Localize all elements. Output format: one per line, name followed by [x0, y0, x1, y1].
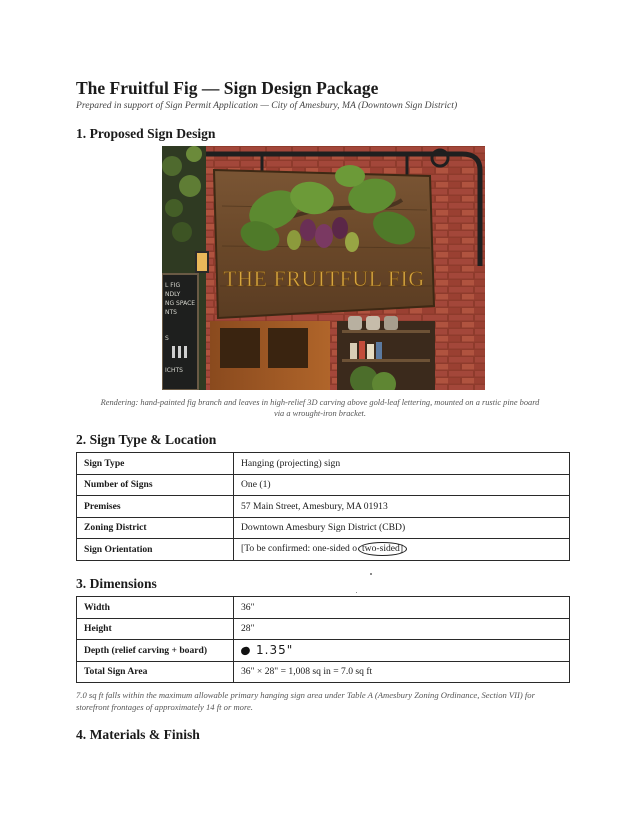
row-label: Sign Type — [77, 453, 234, 475]
table-row — [77, 496, 570, 518]
row-label: Number of Signs — [77, 474, 234, 496]
table-row — [77, 640, 570, 662]
row-value: 36" × 28" = 1,008 sq in = 7.0 sq ft — [234, 661, 570, 683]
chalkboard-text: ICHTS — [165, 367, 183, 374]
sign-lettering: THE FRUITFUL FIG — [223, 266, 425, 291]
chalkboard-text: NDLY — [165, 291, 181, 298]
row-value: 36" — [234, 597, 570, 619]
row-value: 28" — [234, 618, 570, 640]
row-value — [234, 640, 570, 662]
table-row — [77, 661, 570, 683]
scan-speck — [356, 592, 357, 593]
scan-speck — [370, 573, 372, 575]
sign-rendering-photo — [162, 146, 485, 390]
chalkboard-text: S — [165, 335, 169, 342]
table-row — [77, 618, 570, 640]
section-heading-dimensions: 3. Dimensions — [76, 576, 157, 591]
row-label: Width — [77, 597, 234, 619]
row-value: Downtown Amesbury Sign District (CBD) — [234, 517, 570, 539]
table-row — [77, 597, 570, 619]
ink-blot — [240, 646, 251, 656]
row-label: Zoning District — [77, 517, 234, 539]
section-heading-proposed-design: 1. Proposed Sign Design — [76, 126, 216, 141]
chalkboard-text: NG SPACE — [165, 300, 196, 307]
section-heading-sign-type: 2. Sign Type & Location — [76, 432, 217, 447]
circled-annotation: two-sided] — [358, 542, 407, 556]
handwritten-depth-value: 1.35" — [256, 643, 294, 658]
wall-lantern — [196, 252, 208, 272]
row-label: Total Sign Area — [77, 661, 234, 683]
row-label: Sign Orientation — [77, 539, 234, 561]
table-row — [77, 474, 570, 496]
sign-type-table — [76, 452, 570, 561]
zoning-note: 7.0 sq ft falls within the maximum allowable primary hanging sign area under Table A (Amesbury Zoning Ordinance, Section VII) for storefront frontages of approximately 14 ft or more. — [76, 690, 535, 712]
document-title: The Fruitful Fig — Sign Design Package — [76, 78, 379, 98]
chalkboard-text: NTS — [165, 309, 177, 316]
row-value — [234, 539, 570, 561]
chalkboard-text: L FIG — [165, 282, 181, 289]
table-row — [77, 453, 570, 475]
dimensions-table — [76, 596, 570, 683]
row-value: 57 Main Street, Amesbury, MA 01913 — [234, 496, 570, 518]
row-value: One (1) — [234, 474, 570, 496]
row-label: Depth (relief carving + board) — [77, 640, 234, 662]
section-heading-materials: 4. Materials & Finish — [76, 727, 200, 742]
document-subtitle: Prepared in support of Sign Permit Application — City of Amesbury, MA (Downtown Sign District) — [76, 100, 458, 111]
row-label: Height — [77, 618, 234, 640]
row-label: Premises — [77, 496, 234, 518]
orientation-text: [To be confirmed: one-sided o — [241, 543, 358, 555]
table-row — [77, 539, 570, 561]
photo-caption: Rendering: hand-painted fig branch and leaves in high-relief 3D carving above gold-leaf lettering, mounted on a rustic pine board via a wrought-iron bracket. — [100, 398, 540, 418]
table-row — [77, 517, 570, 539]
row-value: Hanging (projecting) sign — [234, 453, 570, 475]
